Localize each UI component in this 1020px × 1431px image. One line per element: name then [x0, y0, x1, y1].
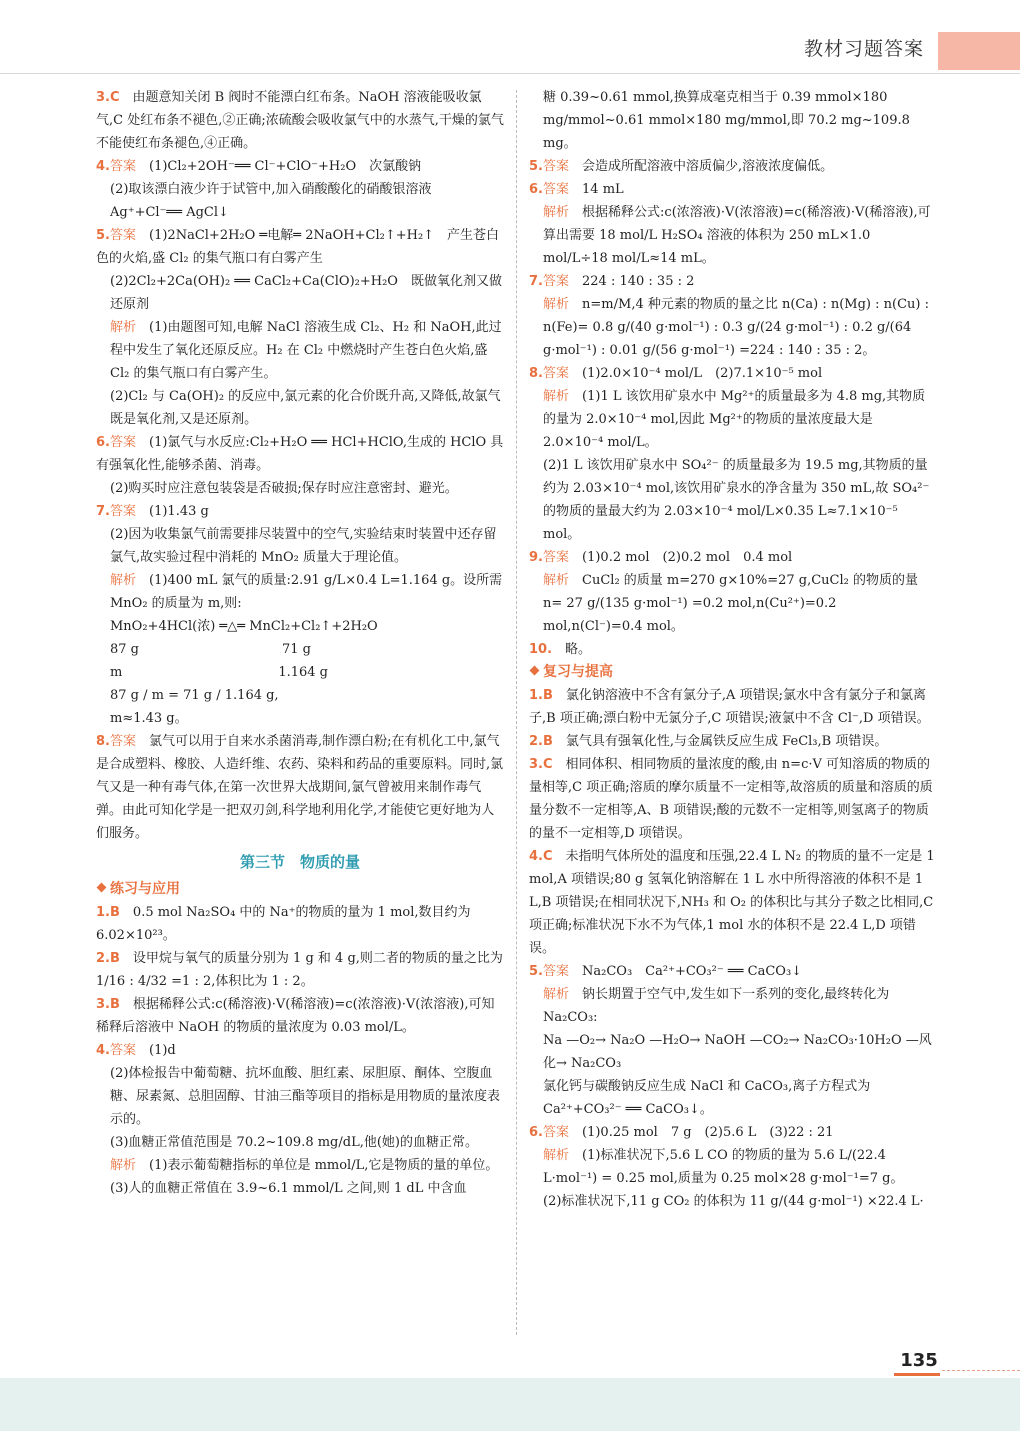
- answer-line: [529, 454, 937, 546]
- answer-text: 224 : 140 : 35 : 2: [582, 274, 695, 289]
- question-number: 3.B: [96, 997, 120, 1012]
- answer-tag: 解析: [110, 320, 137, 335]
- answer-line: [529, 684, 937, 730]
- answer-line: [96, 431, 504, 477]
- answer-text: (3)血糖正常值范围是 70.2~109.8 mg/dL,他(她)的血糖正常。: [110, 1135, 478, 1150]
- header-tab-decoration: [938, 32, 1020, 70]
- answer-text: 氯气可以用于自来水杀菌消毒,制作漂白粉;在有机化工中,氯气是合成塑料、橡胶、人造纤维、农药、染料和药品的重要原料。同时,氯气又是一种有毒气体,在第一次世界大战期间,氯气曾被用来制作毒气弹。由此可知化学是一把双刃剑,科学地利用化学,才能使它更好地为人们服务。: [96, 734, 504, 841]
- answer-text: (2)购买时应注意包装袋是否破损;保存时应注意密封、避光。: [110, 481, 458, 496]
- question-number: 5.: [96, 228, 110, 243]
- answer-line: [529, 293, 937, 362]
- answer-text: 根据稀释公式:c(浓溶液)·V(浓溶液)=c(稀溶液)·V(稀溶液),可算出需要 18 mol/L H₂SO₄ 溶液的体积为 250 mL×1.0 mol/L÷18 mol/L≈14 mL。: [543, 205, 931, 266]
- answer-line: [529, 201, 937, 270]
- page-number: 135: [900, 1350, 938, 1371]
- answer-text: (1)Cl₂+2OH⁻══ Cl⁻+ClO⁻+H₂O 次氯酸钠: [149, 159, 422, 174]
- answer-text: 14 mL: [582, 182, 624, 197]
- answer-line: [529, 178, 937, 201]
- answer-line: [529, 270, 937, 293]
- answer-text: (2)2Cl₂+2Ca(OH)₂ ══ CaCl₂+Ca(ClO)₂+H₂O 既做氧化剂又做还原剂: [110, 274, 502, 312]
- answer-tag: 解析: [543, 987, 570, 1002]
- question-number: 6.: [529, 182, 543, 197]
- answer-text: 氯化钙与碳酸钠反应生成 NaCl 和 CaCO₃,离子方程式为Ca²⁺+CO₃²⁻ ══ CaCO₃↓。: [543, 1079, 871, 1117]
- answer-line: [96, 86, 504, 155]
- answer-line: [96, 993, 504, 1039]
- question-number: 6.: [96, 435, 110, 450]
- answer-text: CuCl₂ 的质量 m=270 g×10%=27 g,CuCl₂ 的物质的量 n= 27 g/(135 g·mol⁻¹) =0.2 mol,n(Cu²⁺)=0.2 mol,n(Cl⁻)=0.4 mol。: [543, 573, 918, 634]
- answer-text: 氯气具有强氧化性,与金属铁反应生成 FeCl₃,B 项错误。: [565, 734, 888, 749]
- answer-line: [529, 638, 937, 661]
- answer-text: 根据稀释公式:c(稀溶液)·V(稀溶液)=c(浓溶液)·V(浓溶液),可知稀释后溶液中 NaOH 的物质的量浓度为 0.03 mol/L。: [96, 997, 495, 1035]
- answer-text: 未指明气体所处的温度和压强,22.4 L N₂ 的物质的量不一定是 1 mol,A 项错误;80 g 氢氧化钠溶解在 1 L 水中所得溶液的体积不是 1 L,B 项错误;在相同状况下,NH₃ 和 O₂ 的体积比与其分子数之比相同,C 项正确;标准状况下水不为气体,1 mol 水的体积不是 22.4 L,D 项错误。: [529, 849, 935, 956]
- answer-line: [96, 500, 504, 523]
- question-number: 4.: [96, 159, 110, 174]
- answer-text: (1)1 L 该饮用矿泉水中 Mg²⁺的质量最多为 4.8 mg,其物质的量为 2.0×10⁻⁴ mol,因此 Mg²⁺的物质的量浓度最大是 2.0×10⁻⁴ mol/L。: [543, 389, 926, 450]
- question-number: 5.: [529, 964, 543, 979]
- answer-text: (1)表示葡萄糖指标的单位是 mmol/L,它是物质的量的单位。: [149, 1158, 499, 1173]
- diamond-bullet-icon: [97, 883, 107, 893]
- question-number: 1.B: [96, 905, 120, 920]
- answer-tag: 解析: [110, 573, 137, 588]
- question-number: 9.: [529, 550, 543, 565]
- answer-text: 略。: [565, 642, 592, 657]
- answer-line: [529, 155, 937, 178]
- answer-line: [96, 1131, 504, 1154]
- review-subhead: [529, 661, 937, 684]
- answer-text: (2)Cl₂ 与 Ca(OH)₂ 的反应中,氯元素的化合价既升高,又降低,故氯气既是氧化剂,又是还原剂。: [110, 389, 501, 427]
- question-number: 2.B: [96, 951, 120, 966]
- answer-line: [96, 385, 504, 431]
- answer-line: [96, 901, 504, 947]
- answer-line: [96, 1062, 504, 1131]
- answer-text: 0.5 mol Na₂SO₄ 中的 Na⁺的物质的量为 1 mol,数目约为 6.02×10²³。: [96, 905, 471, 943]
- answer-text: (1)氯气与水反应:Cl₂+H₂O ══ HCl+HClO,生成的 HClO 具有强氧化性,能够杀菌、消毒。: [96, 435, 504, 473]
- answer-line: [529, 1190, 937, 1213]
- answer-line: [529, 1144, 937, 1190]
- question-number: 7.: [96, 504, 110, 519]
- question-number: 2.B: [529, 734, 553, 749]
- answer-text: (2)体检报告中葡萄糖、抗坏血酸、胆红素、尿胆原、酮体、空腹血糖、尿素氮、总胆固醇、甘油三酯等项目的指标是用物质的量浓度表示的。: [110, 1066, 501, 1127]
- answer-text: n=m/M,4 种元素的物质的量之比 n(Ca) : n(Mg) : n(Cu) : n(Fe)= 0.8 g/(40 g·mol⁻¹) : 0.3 g/(24 g·mol⁻¹) : 0.2 g/(64 g·mol⁻¹) : 0.01 g/(56 g·mol⁻¹) =224 : 140 : 35 : 2。: [543, 297, 929, 358]
- answer-text: Na —O₂→ Na₂O —H₂O→ NaOH —CO₂→ Na₂CO₃·10H₂O —风化→ Na₂CO₃: [543, 1033, 932, 1071]
- question-number: 3.C: [96, 90, 120, 105]
- answer-tag: 答案: [542, 274, 569, 289]
- answer-tag: 答案: [542, 964, 569, 979]
- answer-tag: 答案: [542, 182, 569, 197]
- answer-line: [96, 615, 504, 638]
- answer-tag: 答案: [542, 366, 569, 381]
- answer-line: [96, 224, 504, 270]
- answer-text: 87 g / m = 71 g / 1.164 g,: [110, 688, 279, 703]
- answer-text: (1)由题图可知,电解 NaCl 溶液生成 Cl₂、H₂ 和 NaOH,此过程中发生了氧化还原反应。H₂ 在 Cl₂ 中燃烧时产生苍白色火焰,盛 Cl₂ 的集气瓶口有白雾产生。: [110, 320, 502, 381]
- answer-text: (2)1 L 该饮用矿泉水中 SO₄²⁻ 的质量最多为 19.5 mg,其物质的量约为 2.03×10⁻⁴ mol,该饮用矿泉水的净含量为 350 mL,故 SO₄²⁻ 的物质的量最大约为 2.03×10⁻⁴ mol/L×0.35 L≈7.1×10⁻⁵ mol。: [543, 458, 930, 542]
- question-number: 6.: [529, 1125, 543, 1140]
- question-number: 5.: [529, 159, 543, 174]
- answer-line: [96, 1177, 504, 1200]
- diamond-bullet-icon: [530, 666, 540, 676]
- answer-text: 设甲烷与氧气的质量分别为 1 g 和 4 g,则二者的物质的量之比为 1/16 : 4/32 =1 : 2,体积比为 1 : 2。: [96, 951, 503, 989]
- answer-text: (1)0.2 mol (2)0.2 mol 0.4 mol: [582, 550, 793, 565]
- answer-text: 87 g 71 g: [110, 642, 311, 657]
- answer-line: [96, 178, 504, 224]
- answer-tag: 解析: [110, 1158, 137, 1173]
- answer-line: [96, 523, 504, 569]
- answer-line: [529, 845, 937, 960]
- answer-line: [529, 1075, 937, 1121]
- answer-line: [529, 569, 937, 638]
- practice-subhead-text: 练习与应用: [110, 881, 180, 897]
- answer-line: [96, 1154, 504, 1177]
- question-number: 8.: [529, 366, 543, 381]
- answer-tag: 答案: [542, 1125, 569, 1140]
- answer-line: [96, 1039, 504, 1062]
- practice-subhead: [96, 878, 504, 901]
- answer-tag: 答案: [109, 228, 136, 243]
- section-title: [96, 851, 504, 874]
- answer-line: [529, 730, 937, 753]
- header-divider: [0, 73, 1020, 74]
- answer-line: [529, 960, 937, 983]
- column-divider: [516, 90, 517, 1335]
- answer-tag: 答案: [542, 159, 569, 174]
- question-number: 1.B: [529, 688, 553, 703]
- answer-text: (1)2.0×10⁻⁴ mol/L (2)7.1×10⁻⁵ mol: [582, 366, 823, 381]
- answer-tag: 答案: [542, 550, 569, 565]
- answer-text: 糖 0.39~0.61 mmol,换算成毫克相当于 0.39 mmol×180 mg/mmol~0.61 mmol×180 mg/mmol,即 70.2 mg~109.8 mg。: [543, 90, 910, 151]
- answer-line: [529, 753, 937, 845]
- answer-line: [96, 730, 504, 845]
- answer-tag: 解析: [543, 1148, 570, 1163]
- answer-text: (2)取该漂白液少许于试管中,加入硝酸酸化的硝酸银溶液 Ag⁺+Cl⁻══ AgCl↓: [110, 182, 432, 220]
- answer-text: (1)标准状况下,5.6 L CO 的物质的量为 5.6 L/(22.4 L·mol⁻¹) = 0.25 mol,质量为 0.25 mol×28 g·mol⁻¹=7 g。: [543, 1148, 904, 1186]
- question-number: 3.C: [529, 757, 553, 772]
- question-number: 7.: [529, 274, 543, 289]
- answer-line: [529, 546, 937, 569]
- answer-line: [96, 947, 504, 993]
- answer-text: (2)标准状况下,11 g CO₂ 的体积为 11 g/(44 g·mol⁻¹) ×22.4 L·: [543, 1194, 924, 1209]
- answer-text: m≈1.43 g。: [110, 711, 188, 726]
- answer-tag: 答案: [109, 159, 136, 174]
- answer-line: [96, 661, 504, 684]
- section-title-text: 第三节 物质的量: [239, 853, 360, 871]
- answer-line: [529, 1121, 937, 1144]
- left-column: [96, 86, 504, 1200]
- answer-text: 氯化钠溶液中不含有氯分子,A 项错误;氯水中含有氯分子和氯离子,B 项正确;漂白粉中无氯分子,C 项错误;液氯中不含 Cl⁻,D 项错误。: [529, 688, 930, 726]
- answer-text: (1)1.43 g: [149, 504, 209, 519]
- answer-text: 会造成所配溶液中溶质偏少,溶液浓度偏低。: [582, 159, 834, 174]
- page-number-underline: [894, 1373, 940, 1376]
- answer-text: (3)人的血糖正常值在 3.9~6.1 mmol/L 之间,则 1 dL 中含血: [110, 1181, 467, 1196]
- answer-text: m 1.164 g: [110, 665, 328, 680]
- answer-text: 钠长期置于空气中,发生如下一系列的变化,最终转化为 Na₂CO₃:: [543, 987, 890, 1025]
- answer-line: [96, 155, 504, 178]
- answer-text: MnO₂+4HCl(浓) ═△═ MnCl₂+Cl₂↑+2H₂O: [110, 619, 378, 634]
- right-column: [529, 86, 937, 1213]
- answer-tag: 解析: [543, 389, 570, 404]
- question-number: 10.: [529, 642, 553, 657]
- answer-line: [529, 983, 937, 1029]
- answer-line: [96, 477, 504, 500]
- answer-line: [96, 684, 504, 707]
- answer-tag: 答案: [109, 504, 136, 519]
- answer-line: [529, 1029, 937, 1075]
- answer-text: (1)2NaCl+2H₂O ═电解═ 2NaOH+Cl₂↑+H₂↑ 产生苍白色的火焰,盛 Cl₂ 的集气瓶口有白雾产生: [96, 228, 500, 266]
- answer-line: [96, 569, 504, 615]
- answer-text: (1)400 mL 氯气的质量:2.91 g/L×0.4 L=1.164 g。设所需 MnO₂ 的质量为 m,则:: [110, 573, 503, 611]
- question-number: 8.: [96, 734, 110, 749]
- answer-text: 由题意知关闭 B 阀时不能漂白红布条。NaOH 溶液能吸收氯气,C 处红布条不褪色,②正确;浓硫酸会吸收氯气中的水蒸气,干燥的氯气不能使红布条褪色,④正确。: [96, 90, 504, 151]
- answer-tag: 解析: [543, 205, 570, 220]
- answer-tag: 答案: [109, 435, 136, 450]
- answer-line: [96, 638, 504, 661]
- answer-line: [96, 707, 504, 730]
- header-title: 教材习题答案: [803, 38, 924, 60]
- answer-line: [529, 362, 937, 385]
- answer-text: (2)因为收集氯气前需要排尽装置中的空气,实验结束时装置中还存留氯气,故实验过程中消耗的 MnO₂ 质量大于理论值。: [110, 527, 497, 565]
- answer-text: Na₂CO₃ Ca²⁺+CO₃²⁻ ══ CaCO₃↓: [582, 964, 803, 979]
- answer-text: (1)d: [149, 1043, 176, 1058]
- answer-line: [529, 385, 937, 454]
- question-number: 4.: [96, 1043, 110, 1058]
- answer-tag: 解析: [543, 297, 570, 312]
- answer-tag: 答案: [109, 734, 136, 749]
- answer-line: [96, 270, 504, 316]
- answer-text: 相同体积、相同物质的量浓度的酸,由 n=c·V 可知溶质的物质的量相等,C 项正确;溶质的摩尔质量不一定相等,故溶质的质量和溶质的质量分数不一定相等,A、B 项错误;酸的元数不一定相等,则氢离子的物质的量不一定相等,D 项错误。: [529, 757, 933, 841]
- page-footer-rule: [942, 1370, 1020, 1371]
- answer-line: [96, 316, 504, 385]
- answer-tag: 答案: [109, 1043, 136, 1058]
- question-number: 4.C: [529, 849, 553, 864]
- answer-text: (1)0.25 mol 7 g (2)5.6 L (3)22 : 21: [582, 1125, 834, 1140]
- answer-line: [529, 86, 937, 155]
- answer-tag: 解析: [543, 573, 570, 588]
- review-subhead-text: 复习与提高: [543, 664, 613, 680]
